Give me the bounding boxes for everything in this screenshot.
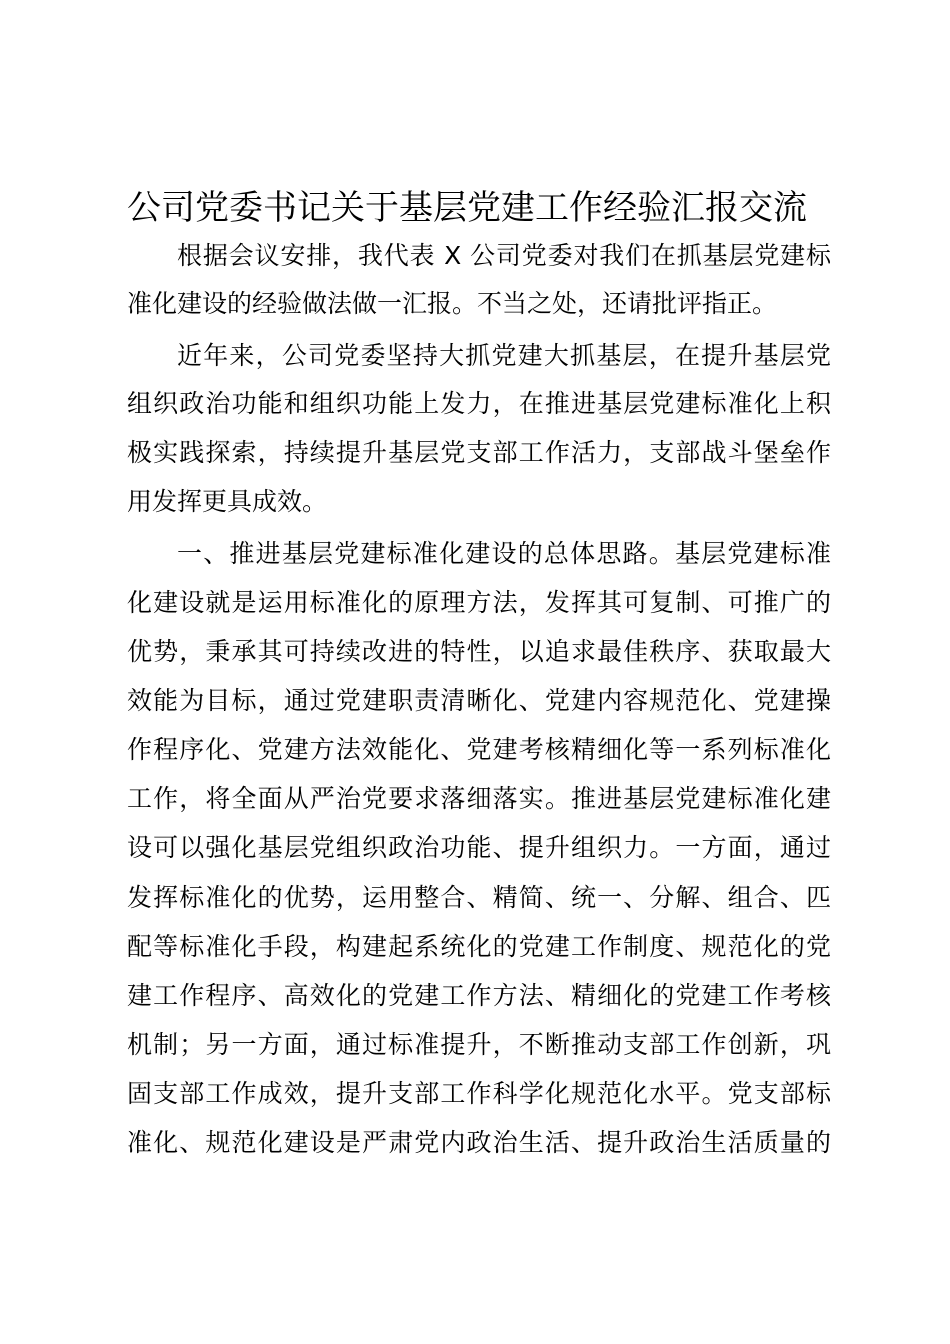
paragraph-3-line-2: 化建设就是运用标准化的原理方法，发挥其可复制、可推广的 — [127, 588, 831, 617]
paragraph-3-line-7: 设可以强化基层党组织政治功能、提升组织力。一方面，通过 — [127, 833, 831, 862]
document-title: 公司党委书记关于基层党建工作经验汇报交流 — [127, 188, 807, 228]
paragraph-3-line-3: 优势，秉承其可持续改进的特性，以追求最佳秩序、获取最大 — [127, 637, 831, 666]
paragraph-2-line-1: 近年来，公司党委坚持大抓党建大抓基层，在提升基层党 — [177, 341, 831, 370]
paragraph-3-line-12: 固支部工作成效，提升支部工作科学化规范化水平。党支部标 — [127, 1079, 831, 1108]
paragraph-1-line-1: 根据会议安排，我代表 X 公司党委对我们在抓基层党建标 — [177, 241, 831, 270]
paragraph-3-line-8: 发挥标准化的优势，运用整合、精简、统一、分解、组合、匹 — [127, 883, 831, 912]
paragraph-2-line-3: 极实践探索，持续提升基层党支部工作活力，支部战斗堡垒作 — [127, 438, 831, 467]
paragraph-2-line-4: 用发挥更具成效。 — [127, 487, 328, 516]
paragraph-2-line-2: 组织政治功能和组织功能上发力，在推进基层党建标准化上积 — [127, 389, 831, 418]
paragraph-3-line-9: 配等标准化手段，构建起系统化的党建工作制度、规范化的党 — [127, 932, 831, 961]
paragraph-3-line-1: 一、推进基层党建标准化建设的总体思路。基层党建标准 — [177, 539, 831, 568]
paragraph-3-line-13: 准化、规范化建设是严肃党内政治生活、提升政治生活质量的 — [127, 1128, 831, 1157]
paragraph-3-line-6: 工作，将全面从严治党要求落细落实。推进基层党建标准化建 — [127, 784, 831, 813]
paragraph-3-line-10: 建工作程序、高效化的党建工作方法、精细化的党建工作考核 — [127, 981, 831, 1010]
paragraph-3-line-4: 效能为目标，通过党建职责清晰化、党建内容规范化、党建操 — [127, 686, 831, 715]
paragraph-3-line-11: 机制；另一方面，通过标准提升，不断推动支部工作创新，巩 — [127, 1030, 831, 1059]
paragraph-1-line-2: 准化建设的经验做法做一汇报。不当之处，还请批评指正。 — [127, 289, 778, 318]
paragraph-3-line-5: 作程序化、党建方法效能化、党建考核精细化等一系列标准化 — [127, 735, 831, 764]
